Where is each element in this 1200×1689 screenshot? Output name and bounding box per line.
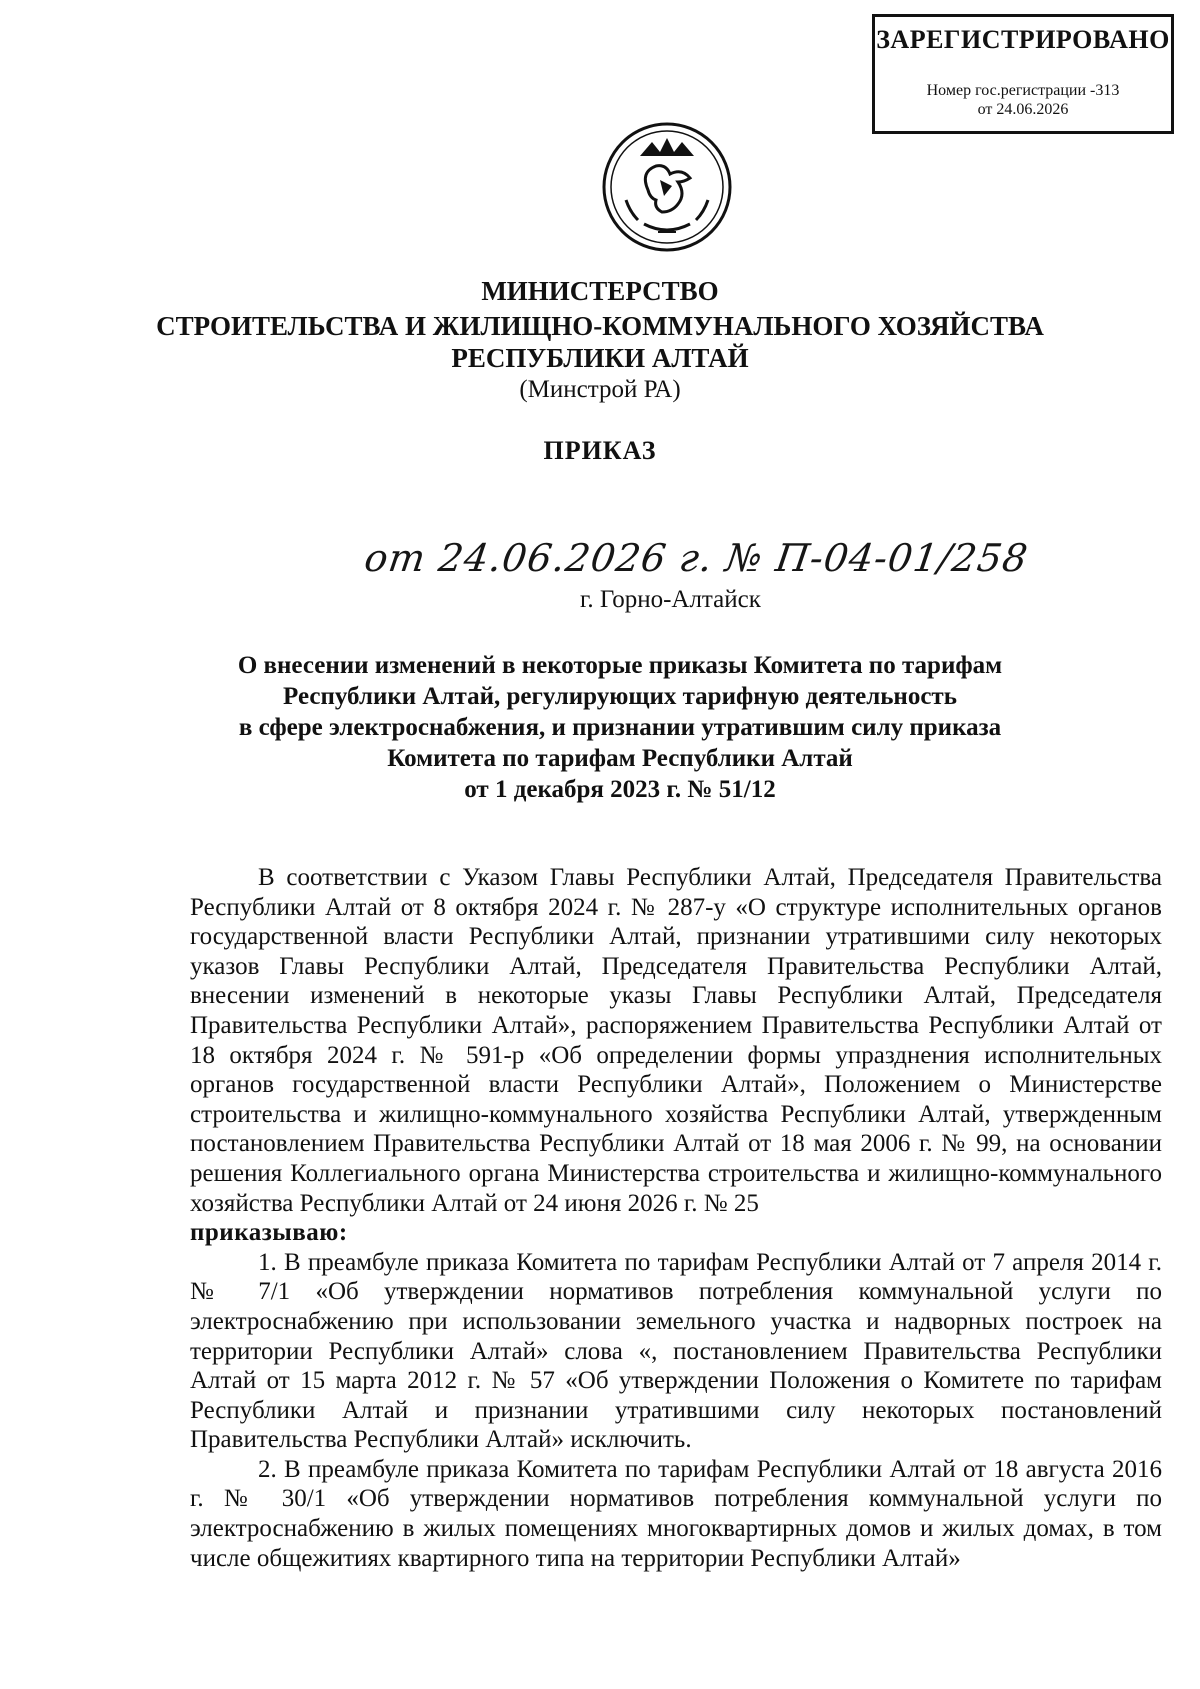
preamble-paragraph: В соответствии с Указом Главы Республики Алтай, Председателя Правительства Республики Алтай от 8 октября 2024 г. № 287-у «О структуре исполнительных органов государственной власти Республики Алтай, признании утратившими силу некоторых указов Главы Республики Алтай, Председателя Правительства Республики Алтай, внесении изменений в некоторые указы Главы Республики Алтай, Председателя Правительства Республики Алтай», распоряжением Правительства Республики Алтай от 18 октября 2024 г. № 591-р «Об определении формы упразднения исполнительных органов государственной власти Республики Алтай», Положением о Министерстве строительства и жилищно-коммунального хозяйства Республики Алтай, утвержденным постановлением Правительства Республики Алтай от 18 мая 2006 г. № 99, на основании решения Коллегиального органа Министерства строительства и жилищно-коммунального хозяйства Республики Алтай от 24 июня 2026 г. № 25 xyxy=(190,864,1162,1217)
registration-number: Номер гос.регистрации -313 xyxy=(926,82,1120,99)
registration-stamp xyxy=(872,14,1174,134)
document-type: ПРИКАЗ xyxy=(543,436,657,465)
item-1-paragraph: 1. В преамбуле приказа Комитета по тарифам Республики Алтай от 7 апреля 2014 г. № 7/1 «Об утверждении нормативов потребления коммунальной услуги по электроснабжению при использовании земельного участка и надворных построек на территории Республики Алтай» слова «, постановлением Правительства Республики Алтай от 15 марта 2012 г. № 57 «Об утверждении Положения о Комитете по тарифам Республики Алтай и признании утратившими силу некоторых постановлений Правительства Республики Алтай» исключить. xyxy=(190,1248,1162,1454)
ministry-name-line2: СТРОИТЕЛЬСТВА И ЖИЛИЩНО-КОММУНАЛЬНОГО ХОЗЯЙСТВА xyxy=(156,311,1044,341)
handwritten-date-number: от 24.06.2026 г. № П-04-01/258 xyxy=(361,536,1031,580)
title-line: в сфере электроснабжения, и признании утратившим силу приказа xyxy=(238,714,1002,741)
document-title xyxy=(220,650,1020,805)
title-line: Комитета по тарифам Республики Алтай xyxy=(387,745,853,772)
city: г. Горно-Алтайск xyxy=(580,586,761,613)
item-2-paragraph: 2. В преамбуле приказа Комитета по тарифам Республики Алтай от 18 августа 2016 г. № 30/1 «Об утверждении нормативов потребления коммунальной услуги по электроснабжению в жилых помещениях многоквартирных домов и жилых домах, в том числе общежитиях квартирного типа на территории Республики Алтай» xyxy=(190,1455,1162,1572)
title-line: от 1 декабря 2023 г. № 51/12 xyxy=(464,776,776,803)
ministry-short-name: (Минстрой РА) xyxy=(519,376,681,403)
registration-date: от 24.06.2026 xyxy=(977,101,1069,118)
ministry-name-line3: РЕСПУБЛИКИ АЛТАЙ xyxy=(451,343,749,373)
ministry-name-line1: МИНИСТЕРСТВО xyxy=(481,276,719,306)
document-body xyxy=(190,863,1162,1573)
registration-stamp-title: ЗАРЕГИСТРИРОВАНО xyxy=(876,25,1170,54)
title-line: Республики Алтай, регулирующих тарифную деятельность xyxy=(283,683,957,710)
decree-word: приказываю: xyxy=(190,1219,348,1247)
coat-of-arms-altai-republic-icon xyxy=(600,120,734,254)
title-line: О внесении изменений в некоторые приказы Комитета по тарифам xyxy=(237,652,1003,679)
